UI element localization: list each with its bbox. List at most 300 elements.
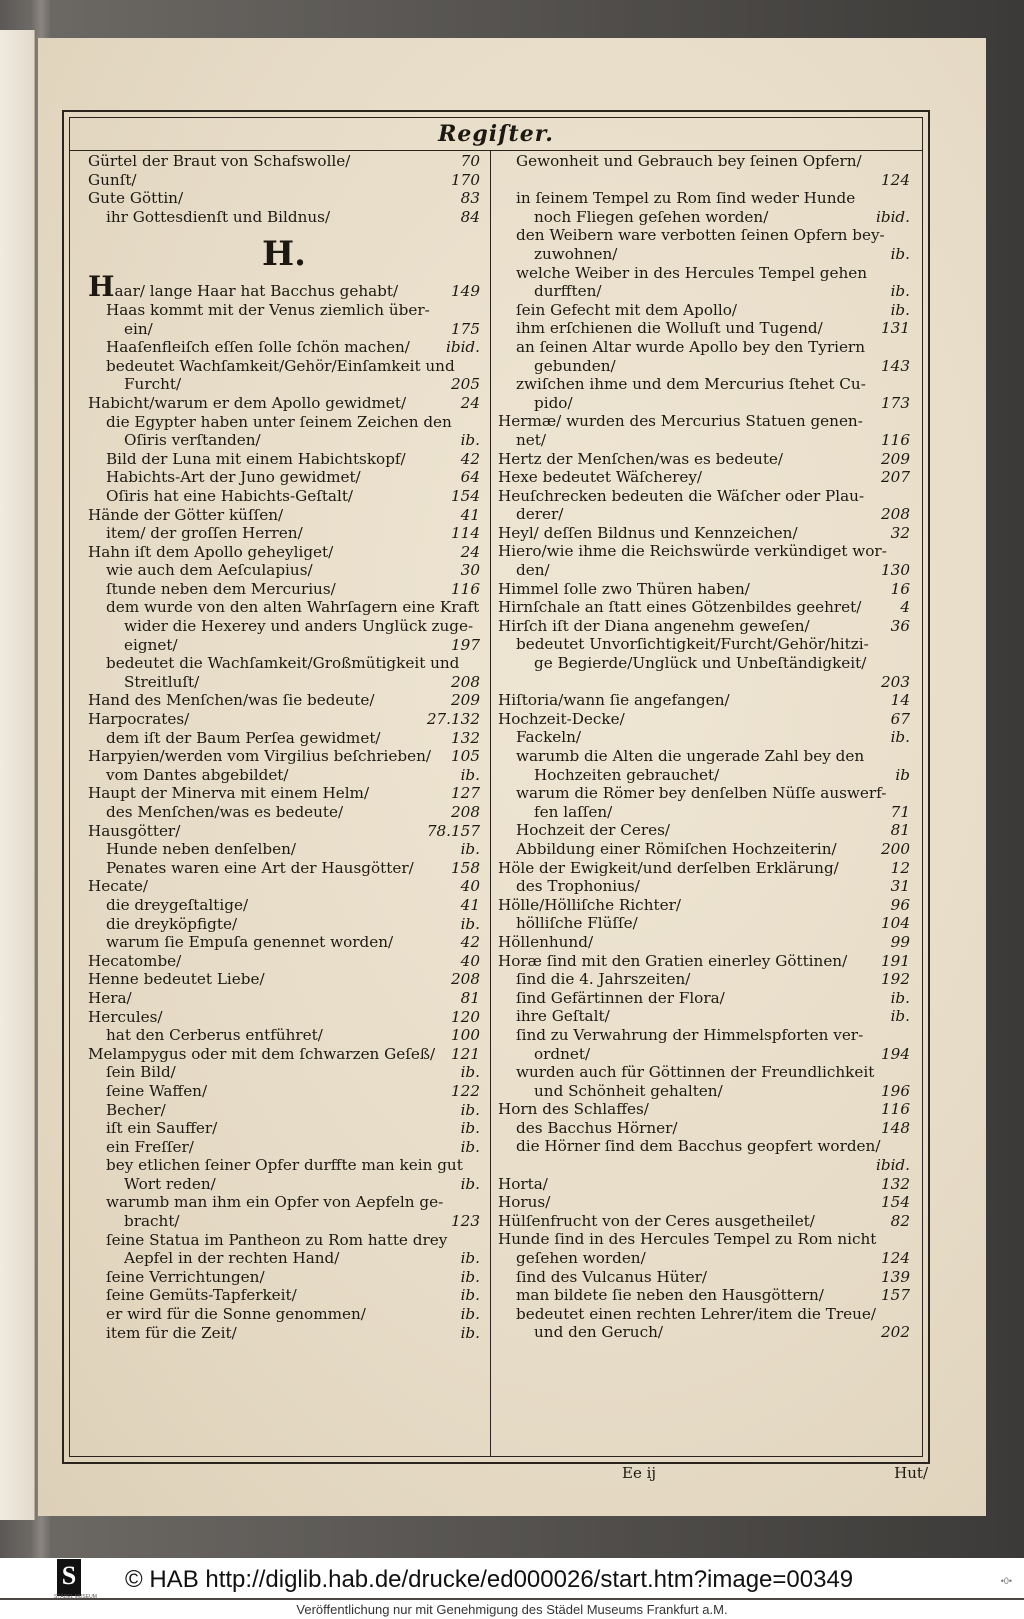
entry-term: [516, 914, 870, 933]
entry-text: Haupt der Minerva mit einem Helm/: [88, 784, 370, 803]
index-entry: [88, 320, 480, 339]
entry-term: [516, 1286, 870, 1305]
index-entry: [88, 338, 480, 357]
entry-page: 81: [460, 988, 480, 1007]
entry-page: 32: [890, 523, 910, 542]
index-entry: [88, 803, 480, 822]
index-entry: [498, 1063, 910, 1082]
entry-page: 12: [890, 858, 910, 877]
index-entry: [88, 1286, 480, 1305]
index-entry: [88, 1156, 480, 1175]
entry-page: 36: [890, 616, 910, 635]
index-entry: [88, 1101, 480, 1120]
entry-text: Hermæ/ wurden des Mercurius Statuen genen-: [498, 412, 863, 431]
entry-page: 149: [451, 282, 480, 301]
entry-page: ib.: [460, 1137, 480, 1156]
entry-text: warum ſie Empuſa genennet worden/: [106, 933, 394, 952]
entry-term: [88, 747, 440, 766]
entry-term: [516, 1026, 870, 1045]
entry-page: 27.132: [426, 710, 480, 729]
entry-page: 67: [890, 709, 910, 728]
entry-term: [106, 301, 440, 320]
entry-text: Höle der Ewigkeit/und derſelben Erklärung/: [498, 858, 839, 877]
entry-page: 209: [451, 691, 480, 710]
entry-page: 132: [451, 728, 480, 747]
index-entry: [88, 859, 480, 878]
index-entry: [498, 598, 910, 617]
entry-page: 71: [890, 802, 910, 821]
entry-page: ib.: [460, 1119, 480, 1138]
entry-text: Hand des Menſchen/was ſie bedeute/: [88, 691, 375, 710]
entry-text: ihr Gottesdienſt und Bildnus/: [106, 207, 331, 226]
entry-page: 114: [451, 524, 480, 543]
entry-text: ſeine Statua im Pantheon zu Rom hatte drey: [106, 1230, 448, 1249]
entry-text: bedeutet die Wachſamkeit/Großmütigkeit und: [106, 654, 460, 673]
entry-text: warumb die Alten die ungerade Zahl bey den: [516, 747, 865, 765]
entry-term: [88, 784, 440, 803]
entry-term: [106, 561, 440, 580]
entry-page: 116: [881, 430, 910, 449]
entry-term: [498, 580, 870, 599]
entry-text: Himmel ſolle zwo Thüren haben/: [498, 579, 750, 598]
entry-page: 4: [900, 598, 910, 617]
entry-text: Hahn iſt dem Apollo geheyliget/: [88, 542, 334, 561]
entry-page: 105: [451, 747, 480, 766]
index-entry: [88, 1231, 480, 1250]
index-entry: [88, 524, 480, 543]
entry-text: Heuſchrecken bedeuten die Wäſcher oder Plau-: [498, 486, 865, 505]
entry-text: Hera/: [88, 988, 132, 1007]
entry-term: [498, 598, 870, 617]
entry-text: ſeine Verrichtungen/: [106, 1267, 265, 1286]
entry-term: [534, 357, 870, 376]
entry-text: Hexe bedeutet Wäſcherey/: [498, 468, 703, 487]
entry-term: [106, 1063, 440, 1082]
entry-text: ſind die 4. Jahrszeiten/: [516, 970, 691, 989]
entry-text: ſind des Vulcanus Hüter/: [516, 1267, 708, 1286]
entry-text: dem iſt der Baum Perſea gewidmet/: [106, 728, 381, 747]
entry-term: [106, 1268, 440, 1287]
entry-term: [124, 1175, 440, 1194]
entry-page: 121: [451, 1044, 480, 1063]
index-entry: [88, 431, 480, 450]
entry-text: fen laſſen/: [534, 802, 613, 821]
entry-text: ſein Gefecht mit dem Apollo/: [516, 300, 737, 319]
page-footer: [62, 1462, 928, 1486]
index-entry: [498, 357, 910, 376]
entry-term: [88, 989, 440, 1008]
entry-term: [534, 1323, 870, 1342]
index-entry: [498, 580, 910, 599]
entry-term: [106, 1119, 440, 1138]
entry-text: Habichts-Art der Juno gewidmet/: [106, 468, 361, 487]
entry-page: ib.: [890, 1007, 910, 1026]
entry-page: 143: [881, 356, 910, 375]
entry-page: 100: [451, 1026, 480, 1045]
entry-page: 31: [890, 877, 910, 896]
index-entry: [88, 357, 480, 376]
index-entry: [498, 1268, 910, 1287]
entry-page: ibid.: [446, 338, 480, 357]
entry-term: [498, 412, 870, 431]
entry-term: [516, 1119, 870, 1138]
entry-page: 197: [451, 635, 480, 654]
index-entry: [498, 1156, 910, 1175]
index-entry: [498, 673, 910, 692]
entry-page: 124: [881, 170, 910, 189]
index-entry: [498, 747, 910, 766]
entry-term: [516, 728, 870, 747]
entry-term: [106, 524, 440, 543]
index-entry: [498, 412, 910, 431]
index-entry: [88, 952, 480, 971]
entry-term: [498, 933, 870, 952]
entry-text: die dreygeſtaltige/: [106, 895, 249, 914]
index-entry: [88, 543, 480, 562]
entry-page: 24: [460, 393, 480, 412]
index-entry: [88, 1212, 480, 1231]
entry-page: ib.: [460, 1286, 480, 1305]
index-entry: [88, 1193, 480, 1212]
entry-page: 127: [451, 784, 480, 803]
index-entry: [88, 1305, 480, 1324]
index-entry: [88, 970, 480, 989]
index-entry: [88, 450, 480, 469]
entry-term: [534, 394, 870, 413]
index-entry: [498, 487, 910, 506]
index-entry: [498, 896, 910, 915]
entry-term: [516, 226, 885, 245]
entry-term: [516, 784, 886, 803]
index-entry: [88, 1008, 480, 1027]
entry-text: Oſiris hat eine Habichts-Geſtalt/: [106, 486, 354, 505]
entry-term: [88, 877, 440, 896]
entry-text: zwiſchen ihme und dem Mercurius ſtehet Cu-: [516, 375, 866, 394]
entry-text: Horæ ſind mit den Gratien einerley Göttinen/: [498, 951, 848, 970]
index-entry: [88, 413, 480, 432]
entry-text: ihm erſchienen die Wolluſt und Tugend/: [516, 319, 823, 338]
entry-term: [534, 654, 870, 673]
entry-page: 208: [451, 803, 480, 821]
entry-text: Hiſtoria/wann ſie angefangen/: [498, 691, 730, 710]
source-url[interactable]: © HAB http://diglib.hab.de/drucke/ed000026/start.htm?image=00349: [125, 1566, 854, 1593]
index-entry: [498, 282, 910, 301]
entry-text: Hochzeit der Ceres/: [516, 821, 671, 840]
index-entry: [88, 1138, 480, 1157]
entry-text: Wort reden/: [124, 1174, 216, 1193]
entry-term: [498, 691, 870, 710]
entry-page: 157: [881, 1286, 910, 1305]
index-entry: [88, 1268, 480, 1287]
entry-term: [106, 580, 440, 599]
entry-term: [534, 1082, 870, 1101]
logo-caption: STÄDEL MUSEUM: [54, 1594, 97, 1600]
index-entry: [498, 431, 910, 450]
entry-text: item für die Zeit/: [106, 1323, 237, 1342]
entry-term: [106, 859, 440, 878]
entry-page: 203: [881, 672, 910, 691]
entry-term: [498, 952, 870, 971]
entry-term: [516, 338, 870, 357]
entry-text: Hecate/: [88, 877, 149, 896]
entry-text: Hiero/wie ihme die Reichswürde verkündiget wor-: [498, 542, 887, 561]
entry-text: den Weibern ware verbotten ſeinen Opfern bey-: [516, 226, 885, 245]
entry-text: Habicht/warum er dem Apollo gewidmet/: [88, 393, 407, 412]
index-entry: [88, 506, 480, 525]
entry-term: [106, 208, 440, 227]
entry-page: 170: [451, 170, 480, 189]
entry-page: 124: [881, 1249, 910, 1268]
index-entry: [88, 1026, 480, 1045]
entry-page: ib.: [460, 840, 480, 859]
entry-page: 24: [460, 542, 480, 561]
entry-term: [88, 822, 421, 841]
entry-text: Gewonheit und Gebrauch bey ſeinen Opfern/: [516, 152, 862, 170]
entry-term: [106, 840, 440, 859]
index-entry: [498, 375, 910, 394]
entry-term: [516, 189, 870, 208]
entry-term: [106, 1286, 440, 1305]
entry-page: 123: [451, 1212, 480, 1231]
entry-text: bey etlichen ſeiner Opfer durffte man kein gut: [106, 1156, 463, 1175]
entry-term: [124, 375, 440, 394]
entry-text: die Egypter haben unter ſeinem Zeichen den: [106, 412, 452, 431]
entry-text: Hertz der Menſchen/was es bedeute/: [498, 449, 784, 468]
entry-text: Horn des Schlaffes/: [498, 1100, 649, 1119]
entry-term: [106, 450, 440, 469]
entry-term: [534, 803, 870, 822]
entry-page: 40: [460, 951, 480, 970]
index-entry: [88, 784, 480, 803]
entry-term: [516, 635, 870, 654]
entry-term: [534, 245, 870, 264]
entry-page: ib.: [460, 1174, 480, 1193]
entry-term: [106, 1082, 440, 1101]
index-entry: [498, 877, 910, 896]
entry-text: Henne bedeutet Liebe/: [88, 970, 265, 989]
index-entry: [498, 1026, 910, 1045]
entry-text: welche Weiber in des Hercules Tempel gehen: [516, 263, 868, 282]
index-entry: [88, 171, 480, 190]
entry-term: [106, 803, 440, 822]
entry-text: bedeutet einen rechten Lehrer/item die Treue/: [516, 1304, 876, 1323]
index-entry: [498, 152, 910, 171]
entry-text: Becher/: [106, 1100, 166, 1119]
entry-page: 40: [460, 877, 480, 896]
index-entry: [498, 319, 910, 338]
entry-page: ib.: [460, 914, 480, 933]
header-rule: [70, 150, 922, 151]
index-entry: [498, 654, 910, 673]
entry-text: bracht/: [124, 1212, 180, 1231]
entry-term: [534, 208, 870, 227]
index-entry: [498, 635, 910, 654]
entry-term: [498, 1212, 870, 1231]
entry-text: Harpocrates/: [88, 710, 190, 729]
entry-term: [106, 766, 440, 785]
entry-page: ib: [895, 765, 910, 784]
entry-page: 16: [890, 579, 910, 598]
index-entry: [498, 970, 910, 989]
entry-term: [106, 1231, 447, 1250]
entry-text: geſehen worden/: [516, 1249, 646, 1268]
entry-page: 158: [451, 858, 480, 877]
entry-text: ſtunde neben dem Mercurius/: [106, 579, 336, 598]
entry-term: [88, 394, 440, 413]
entry-text: ſind Gefärtinnen der Flora/: [516, 988, 725, 1007]
facing-page-edge: [0, 30, 35, 1520]
entry-term: [516, 747, 870, 766]
entry-term: [516, 970, 870, 989]
entry-term: [498, 896, 870, 915]
entry-text: in ſeinem Tempel zu Rom ſind weder Hunde: [516, 189, 856, 208]
entry-text: die dreyköpfigte/: [106, 914, 238, 933]
entry-term: [88, 1045, 440, 1064]
entry-text: Fackeln/: [516, 728, 582, 747]
entry-page: 192: [881, 970, 910, 989]
entry-text: er wird für die Sonne genommen/: [106, 1305, 366, 1324]
entry-term: [534, 766, 870, 785]
entry-term: [106, 598, 479, 617]
entry-term: [106, 413, 452, 432]
index-entry: [88, 1082, 480, 1101]
entry-text: wider die Hexerey und anders Unglück zuge-: [124, 617, 474, 636]
entry-term: [124, 431, 440, 450]
entry-text: des Trophonius/: [516, 877, 640, 896]
entry-text: des Bacchus Hörner/: [516, 1118, 678, 1137]
entry-page: 200: [881, 839, 910, 858]
entry-term: [88, 1008, 440, 1027]
index-entry: [498, 821, 910, 840]
index-entry: [88, 208, 480, 227]
index-entry: [498, 840, 910, 859]
entry-page: 154: [451, 486, 480, 505]
entry-page: 84: [460, 207, 480, 226]
entry-text: Aepfel in der rechten Hand/: [124, 1249, 340, 1268]
entry-text: ſind zu Verwahrung der Himmelspforten ver-: [516, 1025, 864, 1044]
entry-text: Hercules/: [88, 1007, 163, 1026]
entry-text: Heyl/ deſſen Bildnus und Kennzeichen/: [498, 523, 798, 542]
index-entry: [498, 1137, 910, 1156]
entry-text: bedeutet Unvorſichtigkeit/Furcht/Gehör/hitzi-: [516, 635, 869, 654]
entry-text: warumb man ihm ein Opfer von Aepfeln ge-: [106, 1193, 444, 1212]
entry-page: 41: [460, 895, 480, 914]
entry-text: Hände der Götter küſſen/: [88, 505, 284, 524]
entry-page: ib.: [890, 282, 910, 301]
entry-text: ordnet/: [534, 1044, 591, 1063]
index-entry: [498, 803, 910, 822]
entry-text: net/: [516, 430, 546, 449]
entry-text: eignet/: [124, 635, 178, 654]
page-frame: [62, 110, 930, 1464]
index-entry: [498, 1212, 910, 1231]
entry-text: Penates waren eine Art der Hausgötter/: [106, 858, 414, 877]
entry-text: ein/: [124, 319, 153, 338]
entry-term: [88, 171, 440, 190]
entry-term: [106, 1101, 440, 1120]
index-entry: [498, 784, 910, 803]
right-entries: [498, 152, 910, 1342]
entry-page: ibid.: [876, 207, 910, 226]
entry-term: [124, 636, 440, 655]
entry-text: Bild der Luna mit einem Habichtskopf/: [106, 449, 406, 468]
entry-text: Horus/: [498, 1193, 551, 1212]
entry-page: 122: [451, 1081, 480, 1100]
index-entry: [498, 245, 910, 264]
index-entry: [498, 301, 910, 320]
entry-term: [516, 877, 870, 896]
entry-text: wie auch dem Aeſculapius/: [106, 561, 313, 580]
entry-term: [516, 989, 870, 1008]
entry-term: [516, 264, 870, 283]
index-entry: [498, 450, 910, 469]
entry-page: 173: [881, 393, 910, 412]
index-entry: [88, 915, 480, 934]
entry-page: 14: [890, 691, 910, 710]
column-divider: [490, 150, 491, 1456]
entry-text: Hirſch iſt der Diana angenehm geweſen/: [498, 616, 810, 635]
index-entry: [498, 1175, 910, 1194]
entry-page: ib.: [890, 988, 910, 1007]
entry-term: [106, 487, 440, 506]
index-entry: [498, 617, 910, 636]
index-entry: [498, 710, 910, 729]
entry-term: [534, 1045, 870, 1064]
index-entry: [88, 673, 480, 692]
entry-page: 64: [460, 468, 480, 487]
index-entry: [88, 1045, 480, 1064]
entry-term: [106, 1305, 440, 1324]
page-frame-inner: [69, 117, 923, 1457]
index-entry: [498, 542, 910, 561]
index-entry: [498, 1230, 910, 1249]
entry-text: ein Freſſer/: [106, 1137, 194, 1156]
entry-term: [516, 1305, 876, 1324]
entry-text: aar/ lange Haar hat Bacchus gehabt/: [114, 282, 399, 301]
scan-code: •0•: [1000, 1576, 1012, 1586]
index-entry: [498, 208, 910, 227]
entry-page: ibid.: [876, 1156, 910, 1175]
entry-page: 81: [890, 821, 910, 840]
entry-text: man bildete ſie neben den Hausgöttern/: [516, 1286, 824, 1305]
index-entry: [498, 394, 910, 413]
index-entry: [88, 691, 480, 710]
entry-term: [498, 542, 887, 561]
entry-page: 208: [451, 672, 480, 691]
entry-page: ib.: [460, 1305, 480, 1324]
index-entry: [88, 840, 480, 859]
entry-term: [516, 1249, 870, 1268]
entry-term: [516, 561, 870, 580]
entry-term: [516, 1007, 870, 1026]
entry-text: pido/: [534, 393, 573, 412]
entry-term: [88, 152, 440, 171]
index-entry: [498, 338, 910, 357]
entry-text: bedeutet Wachſamkeit/Gehör/Einſamkeit und: [106, 356, 455, 375]
entry-term: [516, 821, 870, 840]
drop-cap: H: [88, 270, 115, 304]
entry-term: [88, 970, 440, 989]
index-entry: [88, 654, 480, 673]
entry-term: [498, 1230, 876, 1249]
staedel-logo: S: [57, 1559, 81, 1596]
entry-term: [88, 506, 440, 525]
entry-term: [124, 673, 440, 692]
index-entry: [498, 952, 910, 971]
entry-page: ib.: [460, 431, 480, 450]
index-entry: [88, 933, 480, 952]
entry-page: 83: [460, 189, 480, 208]
